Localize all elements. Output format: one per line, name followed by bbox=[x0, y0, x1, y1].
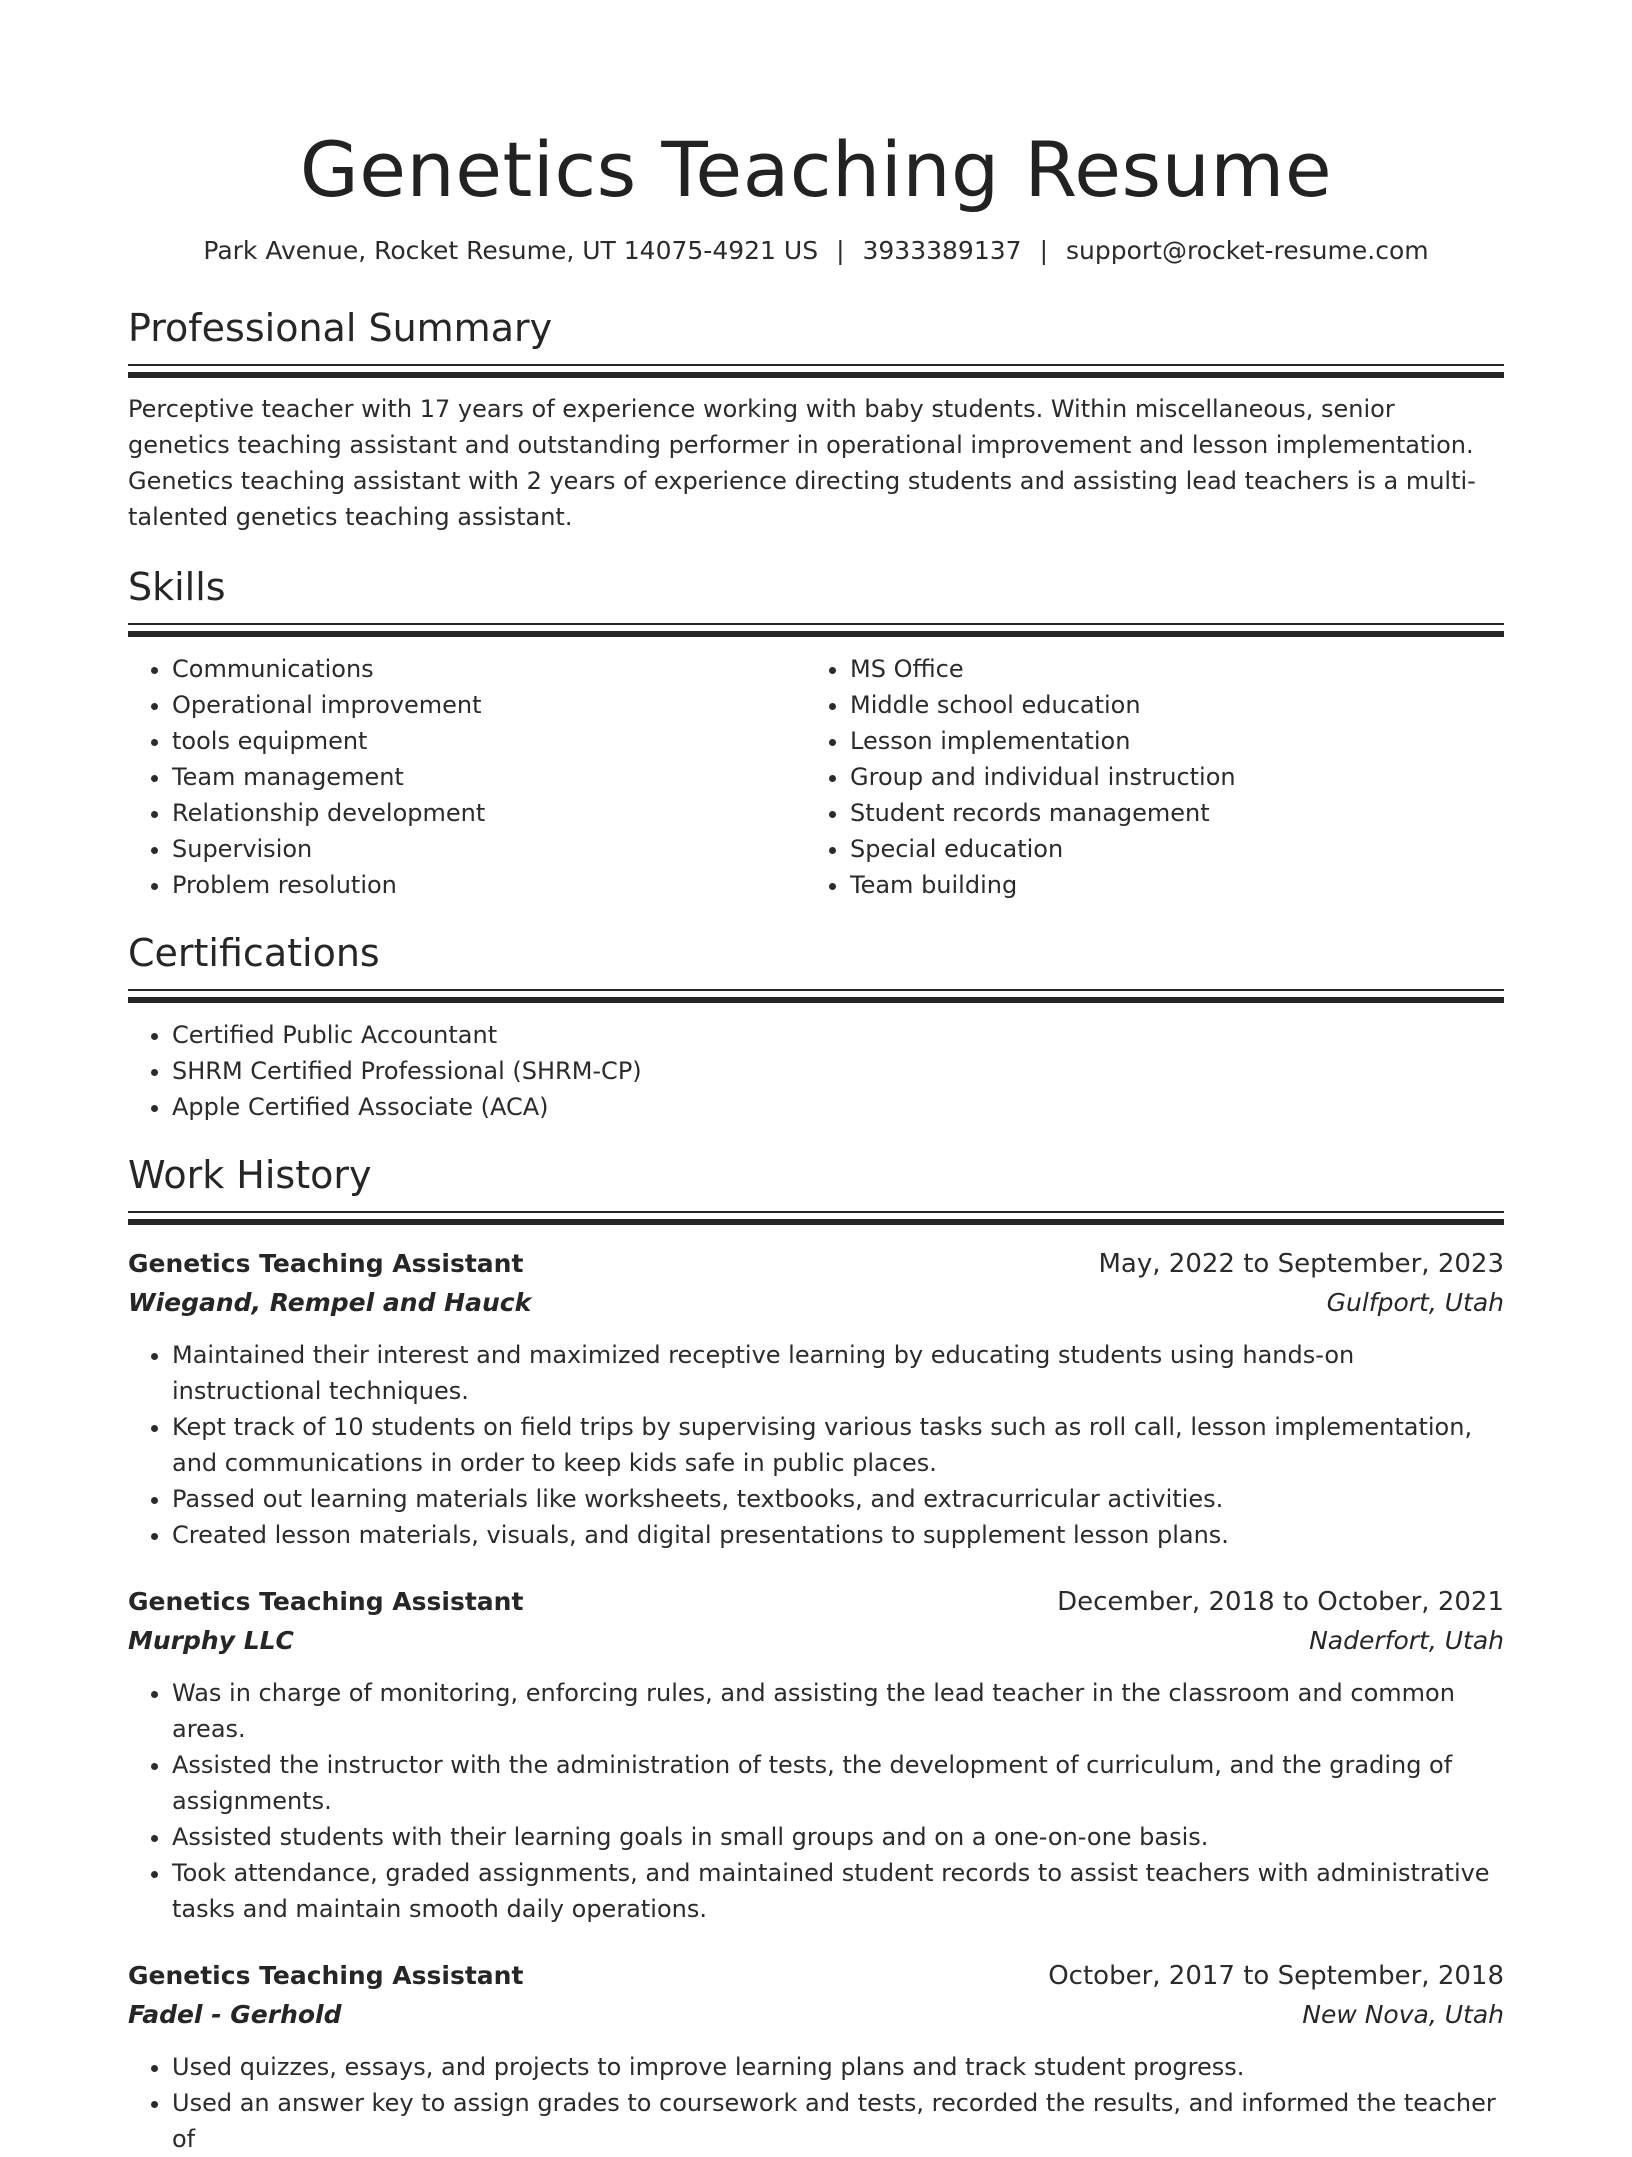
job-subheader bbox=[128, 1995, 1504, 2035]
job-dates: May, 2022 to September, 2023 bbox=[1098, 1249, 1504, 1279]
skill-item: • Special education bbox=[850, 831, 1484, 867]
skill-item: • Problem resolution bbox=[172, 867, 806, 903]
section-heading-work-history: Work History bbox=[128, 1153, 372, 1197]
job-dates: December, 2018 to October, 2021 bbox=[1057, 1587, 1504, 1617]
job-title: Genetics Teaching Assistant bbox=[128, 1587, 524, 1616]
job-bullet: • Used an answer key to assign grades to coursework and tests, recorded the results, and informed the teacher of bbox=[172, 2085, 1504, 2157]
section-rule-thick bbox=[128, 997, 1504, 1003]
skill-item: • Communications bbox=[172, 651, 806, 687]
job-header bbox=[128, 1583, 1504, 1621]
section-rule-thin bbox=[128, 1211, 1504, 1213]
job-bullets bbox=[128, 1675, 1504, 1927]
job-dates: October, 2017 to September, 2018 bbox=[1048, 1961, 1504, 1991]
section-rule-thin bbox=[128, 623, 1504, 625]
job-bullets bbox=[128, 2049, 1504, 2157]
resume-page bbox=[128, 0, 1504, 2157]
job-location: New Nova, Utah bbox=[1302, 2000, 1504, 2029]
certifications-list bbox=[128, 1017, 1504, 1125]
job-header bbox=[128, 1957, 1504, 1995]
section-rule-thick bbox=[128, 631, 1504, 637]
job-location: Gulfport, Utah bbox=[1326, 1288, 1504, 1317]
skill-item: • Team building bbox=[850, 867, 1484, 903]
skills-column-left bbox=[128, 651, 806, 903]
section-rule-thin bbox=[128, 989, 1504, 991]
job-bullet: • Created lesson materials, visuals, and digital presentations to supplement lesson plans. bbox=[172, 1517, 1504, 1553]
certification-item: • Apple Certified Associate (ACA) bbox=[172, 1089, 1504, 1125]
job-entry bbox=[128, 1245, 1504, 1553]
job-bullet: • Passed out learning materials like worksheets, textbooks, and extracurricular activities. bbox=[172, 1481, 1504, 1517]
skills-list-right bbox=[806, 651, 1484, 903]
job-subheader bbox=[128, 1283, 1504, 1323]
skills-column-right bbox=[806, 651, 1484, 903]
job-bullet: • Assisted students with their learning goals in small groups and on a one-on-one basis. bbox=[172, 1819, 1504, 1855]
skills-section bbox=[128, 563, 1504, 903]
summary-section bbox=[128, 304, 1504, 535]
job-bullets bbox=[128, 1337, 1504, 1553]
job-employer: Murphy LLC bbox=[128, 1626, 294, 1655]
certifications-section bbox=[128, 929, 1504, 1125]
job-entry bbox=[128, 1583, 1504, 1927]
work-history-section bbox=[128, 1151, 1504, 2157]
skill-item: • Relationship development bbox=[172, 795, 806, 831]
skills-list-left bbox=[128, 651, 806, 903]
job-bullet: • Was in charge of monitoring, enforcing rules, and assisting the lead teacher in the classroom and common areas. bbox=[172, 1675, 1504, 1747]
section-rule-thick bbox=[128, 372, 1504, 378]
skill-item: • Middle school education bbox=[850, 687, 1484, 723]
section-heading-skills: Skills bbox=[128, 565, 226, 609]
section-rule-thin bbox=[128, 364, 1504, 366]
section-heading-certifications: Certifications bbox=[128, 931, 380, 975]
job-subheader bbox=[128, 1621, 1504, 1661]
section-rule-thick bbox=[128, 1219, 1504, 1225]
job-bullet: • Maintained their interest and maximized receptive learning by educating students using hands-on instructional techniques. bbox=[172, 1337, 1504, 1409]
resume-title: Genetics Teaching Resume bbox=[299, 125, 1333, 214]
skill-item: • MS Office bbox=[850, 651, 1484, 687]
job-title: Genetics Teaching Assistant bbox=[128, 1961, 524, 1990]
job-title: Genetics Teaching Assistant bbox=[128, 1249, 524, 1278]
job-header bbox=[128, 1245, 1504, 1283]
job-location: Naderfort, Utah bbox=[1309, 1626, 1504, 1655]
section-heading-summary: Professional Summary bbox=[128, 306, 553, 350]
job-bullet: • Kept track of 10 students on field trips by supervising various tasks such as roll call, lesson implementation, and communications in order to keep kids safe in public places. bbox=[172, 1409, 1504, 1481]
job-bullet: • Assisted the instructor with the administration of tests, the development of curriculum, and the grading of assignments. bbox=[172, 1747, 1504, 1819]
contact-email[interactable]: support@rocket-resume.com bbox=[1066, 236, 1429, 265]
job-bullet: • Took attendance, graded assignments, and maintained student records to assist teachers with administrative tasks and maintain smooth daily operations. bbox=[172, 1855, 1504, 1927]
summary-text: Perceptive teacher with 17 years of experience working with baby students. Within miscellaneous, senior genetics teaching assistant and outstanding performer in operational improvement and lesson implementation. Genetics teaching assistant with 2 years of experience directing students and assisting lead teachers is a multi-talented genetics teaching assistant. bbox=[128, 395, 1476, 531]
contact-line bbox=[128, 234, 1504, 268]
job-bullet: • Used quizzes, essays, and projects to improve learning plans and track student progress. bbox=[172, 2049, 1504, 2085]
contact-separator: | bbox=[1039, 236, 1048, 265]
contact-phone: 3933389137 bbox=[862, 236, 1022, 265]
skill-item: • Supervision bbox=[172, 831, 806, 867]
skill-item: • Student records management bbox=[850, 795, 1484, 831]
job-employer: Wiegand, Rempel and Hauck bbox=[128, 1288, 532, 1317]
job-employer: Fadel - Gerhold bbox=[128, 2000, 342, 2029]
certification-item: • Certified Public Accountant bbox=[172, 1017, 1504, 1053]
skill-item: • tools equipment bbox=[172, 723, 806, 759]
skills-columns bbox=[128, 651, 1504, 903]
skill-item: • Operational improvement bbox=[172, 687, 806, 723]
skill-item: • Team management bbox=[172, 759, 806, 795]
skill-item: • Group and individual instruction bbox=[850, 759, 1484, 795]
contact-separator: | bbox=[836, 236, 845, 265]
certification-item: • SHRM Certified Professional (SHRM-CP) bbox=[172, 1053, 1504, 1089]
skill-item: • Lesson implementation bbox=[850, 723, 1484, 759]
job-entry bbox=[128, 1957, 1504, 2157]
contact-address: Park Avenue, Rocket Resume, UT 14075-4921 US bbox=[203, 236, 819, 265]
